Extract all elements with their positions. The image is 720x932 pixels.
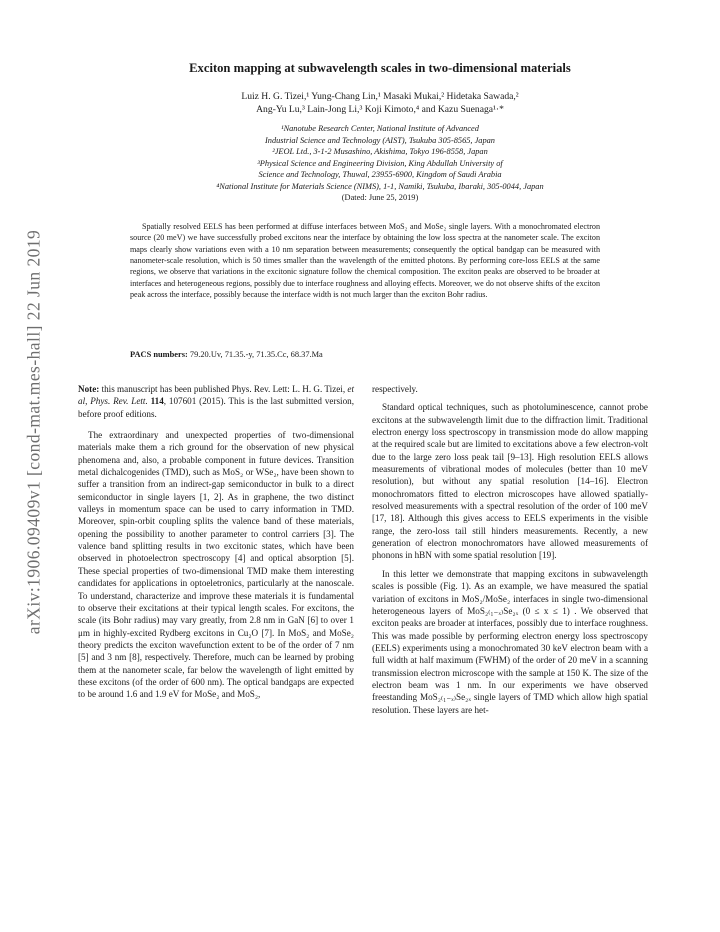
- author-list: [100, 90, 660, 116]
- pacs-numbers: [130, 350, 600, 359]
- affiliation-line: Industrial Science and Technology (AIST), Tsukuba 305-8565, Japan: [265, 135, 495, 145]
- affiliations: [100, 123, 660, 204]
- note-volume: 114: [147, 396, 164, 407]
- paper-title: Exciton mapping at subwavelength scales in two-dimensional materials: [189, 61, 571, 75]
- body-paragraph: Standard optical techniques, such as photoluminescence, cannot probe excitons at the subwavelength limit due to the diffraction limit. Traditional electron energy loss spectroscopy in transmission mode do allow mapping at the required scale but are limited to excitations above a few electron-volt due to the large zero loss peak tail [9–13]. High resolution EELS allows measurements of vibrational modes of molecules (better than 10 meV resolution), but without any spatial resolution [14–16]. Electron monochromators fitted to electron microscopes have allowed spatially-resolved measurements with a spectral resolution of the order of 100 meV [17, 18]. Although this gives access to EELS experiments in the visible range, the zero-loss tail still hinders measurements. Recently, a new generation of electron monochromators have allowed measurements of phonons in hBN with some spatial resolution [19].: [372, 402, 648, 561]
- author-line-1: Luiz H. G. Tizei,¹ Yung-Chang Lin,¹ Masaki Mukai,² Hidetaka Sawada,²: [241, 91, 519, 102]
- pacs-value: 79.20.Uv, 71.35.-y, 71.35.Cc, 68.37.Ma: [187, 350, 323, 359]
- note-journal: et al, Phys. Rev. Lett.: [78, 384, 354, 407]
- affiliation-line: ¹Nanotube Research Center, National Institute of Advanced: [281, 124, 479, 133]
- abstract: Spatially resolved EELS has been performed at diffuse interfaces between MoS₂ and MoSe₂ single layers. With a monochromated electron source (20 meV) we have successfully probed excitons near the interface by obtaining the low loss spectra at the nanometer scale. The exciton maps clearly show variations even with a 10 nm separation between measurements; consequently the optical bandgap can be measured with nanometer-scale resolution, which is 50 times smaller than the wavelength of the emitted photons. By performing core-loss EELS at the same regions, we observe that variations in the excitonic signature follow the chemical composition. The exciton peaks are observed to be broader at interfaces and heterogeneous regions, possibly due to interface roughness and alloying effects. Moreover, we do not observe shifts of the exciton peak across the interface, possibly because the interface width is not much larger than the exciton Bohr radius.: [130, 222, 600, 300]
- arxiv-identifier: arXiv:1906.09409v1 [cond-mat.mes-hall] 22 Jun 2019: [23, 229, 44, 635]
- note-label: Note:: [78, 384, 100, 394]
- affiliation-line: ²JEOL Ltd., 3-1-2 Musashino, Akishima, Tokyo 196-8558, Japan: [272, 147, 488, 156]
- affiliation-line: ³Physical Science and Engineering Division, King Abdullah University of: [257, 158, 503, 168]
- affiliation-line: ⁴National Institute for Materials Science (NIMS), 1-1, Namiki, Tsukuba, Ibaraki, 305-0044, Japan: [216, 181, 544, 191]
- author-line-2: Ang-Yu Lu,³ Lain-Jong Li,³ Koji Kimoto,⁴ and Kazu Suenaga¹·*: [256, 104, 504, 115]
- arxiv-side-stamp: [14, 172, 54, 692]
- body-paragraph-continued: respectively.: [372, 384, 418, 394]
- publication-note: [78, 383, 354, 420]
- right-column: [372, 383, 648, 722]
- body-paragraph: In this letter we demonstrate that mapping excitons in subwavelength scales is possible (Fig. 1). As an example, we have measured the spatial variation of excitons in MoS₂/MoSe₂ interfaces in single two-dimensional heterogeneous layers of MoS₂₍₁₋ₓ₎Se₂ₓ (0 ≤ x ≤ 1) . We observed that exciton peaks are broader at interfaces, possibly due to interface roughness. This was made possible by performing electron energy loss spectroscopy (EELS) experiments using a monochromated 30 keV electron beam with a full width at half maximum (FWHM) of the order of 20 meV in a scanning transmission electron microscope with the sample at 150 K. The size of the electron beam was 1 nm. In our experiments we have observed freestanding MoS₂₍₁₋ₓ₎Se₂ₓ single layers of TMD which allow high spatial resolution. These layers are het-: [372, 568, 648, 715]
- note-text-end: , 107601 (2015). This is the last submitted version, before proof editions.: [78, 396, 354, 419]
- left-column: [78, 383, 354, 707]
- affiliation-line: Science and Technology, Thuwal, 23955-6900, Kingdom of Saudi Arabia: [258, 170, 502, 179]
- dated-line: (Dated: June 25, 2019): [341, 193, 419, 202]
- note-text: this manuscript has been published Phys. Rev. Lett: L. H. G. Tizei,: [99, 384, 348, 394]
- body-paragraph: The extraordinary and unexpected properties of two-dimensional materials make them a rich ground for the observation of new physical phenomena and, also, a probable component in future devices. Transition metal dichalcogenides (TMD), such as MoS₂ or WSe₂, have been shown to suffer a transition from an indirect-gap semiconductor in bulk to a direct semiconductor in single layers [1, 2]. As in graphene, the two distinct valleys in momentum space can be used to carry information in TMD. Moreover, spin-orbit coupling splits the valence band of these materials, opening the possibility to another parameter to control carriers [3]. The valence band splitting results in two excitonic states, which have been observed in photoelectron spectroscopy [4] and optical absorption [5]. These special properties of two-dimensional TMD make them interesting candidates for applications in optoeletronics, particularly at the nanoscale. To understand, characterize and improve these materials it is fundamental to observe their excitations at their typical length scales. For excitons, the scale (its Bohr radius) may vary greatly, from 2.8 nm in GaN [6] to over 1 μm in highly-excited Rydberg excitons in Cu₂O [7]. In MoS₂ and MoSe₂ theory predicts the exciton wavefunction extent to be of the order of 7 nm [5] and 3 nm [8], respectively. Therefore, much can be learned by probing them at the nanometer scale, far below the wavelength of light emitted by these excitons (of the order of 600 nm). The optical bandgaps are expected to be around 1.6 and 1.9 eV for MoSe₂ and MoS₂,: [78, 430, 354, 700]
- pacs-label: PACS numbers:: [130, 350, 188, 359]
